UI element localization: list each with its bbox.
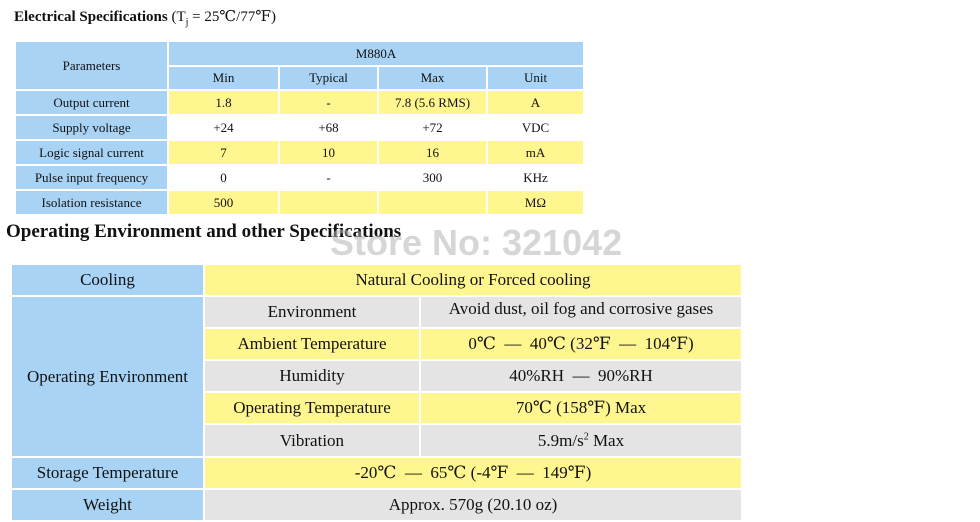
unit-cell: mA: [487, 140, 584, 165]
unit-cell: VDC: [487, 115, 584, 140]
table-row: [11, 296, 742, 328]
env-value: Avoid dust, oil fog and corrosive gases: [420, 296, 742, 328]
electrical-specs-table: [14, 40, 585, 216]
env-label: Ambient Temperature: [204, 328, 420, 360]
weight-value: Approx. 570g (20.10 oz): [204, 489, 742, 521]
env-label: Environment: [204, 296, 420, 328]
env-value: 70℃ (158℉) Max: [420, 392, 742, 424]
typical-cell: 10: [279, 140, 378, 165]
unit-cell: MΩ: [487, 190, 584, 215]
table-row: [15, 115, 584, 140]
env-value: 0℃ — 40℃ (32℉ — 104℉): [420, 328, 742, 360]
env-label: Humidity: [204, 360, 420, 392]
env-label: Operating Temperature: [204, 392, 420, 424]
weight-row: [11, 489, 742, 521]
param-cell: Supply voltage: [15, 115, 168, 140]
col-header-unit: Unit: [487, 66, 584, 90]
condition-subscript: j: [185, 17, 189, 28]
cooling-label: Cooling: [11, 264, 204, 296]
condition-rest: = 25℃/77℉): [188, 9, 277, 25]
min-cell: 500: [168, 190, 279, 215]
min-cell: 7: [168, 140, 279, 165]
vibration-suffix: Max: [588, 430, 625, 450]
parameters-header: Parameters: [15, 41, 168, 90]
operating-env-table: [10, 263, 743, 522]
min-cell: 1.8: [168, 90, 279, 115]
unit-cell: KHz: [487, 165, 584, 190]
max-cell: 16: [378, 140, 487, 165]
param-cell: Output current: [15, 90, 168, 115]
max-cell: 7.8 (5.6 RMS): [378, 90, 487, 115]
min-cell: +24: [168, 115, 279, 140]
electrical-specs-heading: Electrical Specifications: [14, 9, 168, 25]
table-row: [15, 140, 584, 165]
param-cell: Pulse input frequency: [15, 165, 168, 190]
table-row: [15, 165, 584, 190]
col-header-typical: Typical: [279, 66, 378, 90]
env-label: Vibration: [204, 424, 420, 457]
typical-cell: -: [279, 90, 378, 115]
storage-value: -20℃ — 65℃ (-4℉ — 149℉): [204, 457, 742, 489]
storage-label: Storage Temperature: [11, 457, 204, 489]
unit-cell: A: [487, 90, 584, 115]
col-header-min: Min: [168, 66, 279, 90]
weight-label: Weight: [11, 489, 204, 521]
vibration-value: 5.9m/s: [537, 430, 584, 450]
min-cell: 0: [168, 165, 279, 190]
typical-cell: -: [279, 165, 378, 190]
vibration-exponent: 2: [583, 430, 589, 442]
cooling-row: [11, 264, 742, 296]
storage-row: [11, 457, 742, 489]
max-cell: 300: [378, 165, 487, 190]
cooling-value: Natural Cooling or Forced cooling: [204, 264, 742, 296]
col-header-max: Max: [378, 66, 487, 90]
env-value: 40%RH — 90%RH: [420, 360, 742, 392]
max-cell: [378, 190, 487, 215]
param-cell: Logic signal current: [15, 140, 168, 165]
operating-env-title: Operating Environment and other Specifications: [6, 221, 402, 242]
table-row: [15, 190, 584, 215]
operating-env-label: Operating Environment: [11, 296, 204, 457]
store-watermark: Store No: 321042: [330, 222, 623, 263]
max-cell: +72: [378, 115, 487, 140]
typical-cell: +68: [279, 115, 378, 140]
env-value: [420, 424, 742, 457]
electrical-specs-title: [14, 7, 276, 28]
condition-open: (T: [171, 9, 186, 25]
table-row: [15, 90, 584, 115]
typical-cell: [279, 190, 378, 215]
param-cell: Isolation resistance: [15, 190, 168, 215]
model-header: M880A: [168, 41, 584, 66]
